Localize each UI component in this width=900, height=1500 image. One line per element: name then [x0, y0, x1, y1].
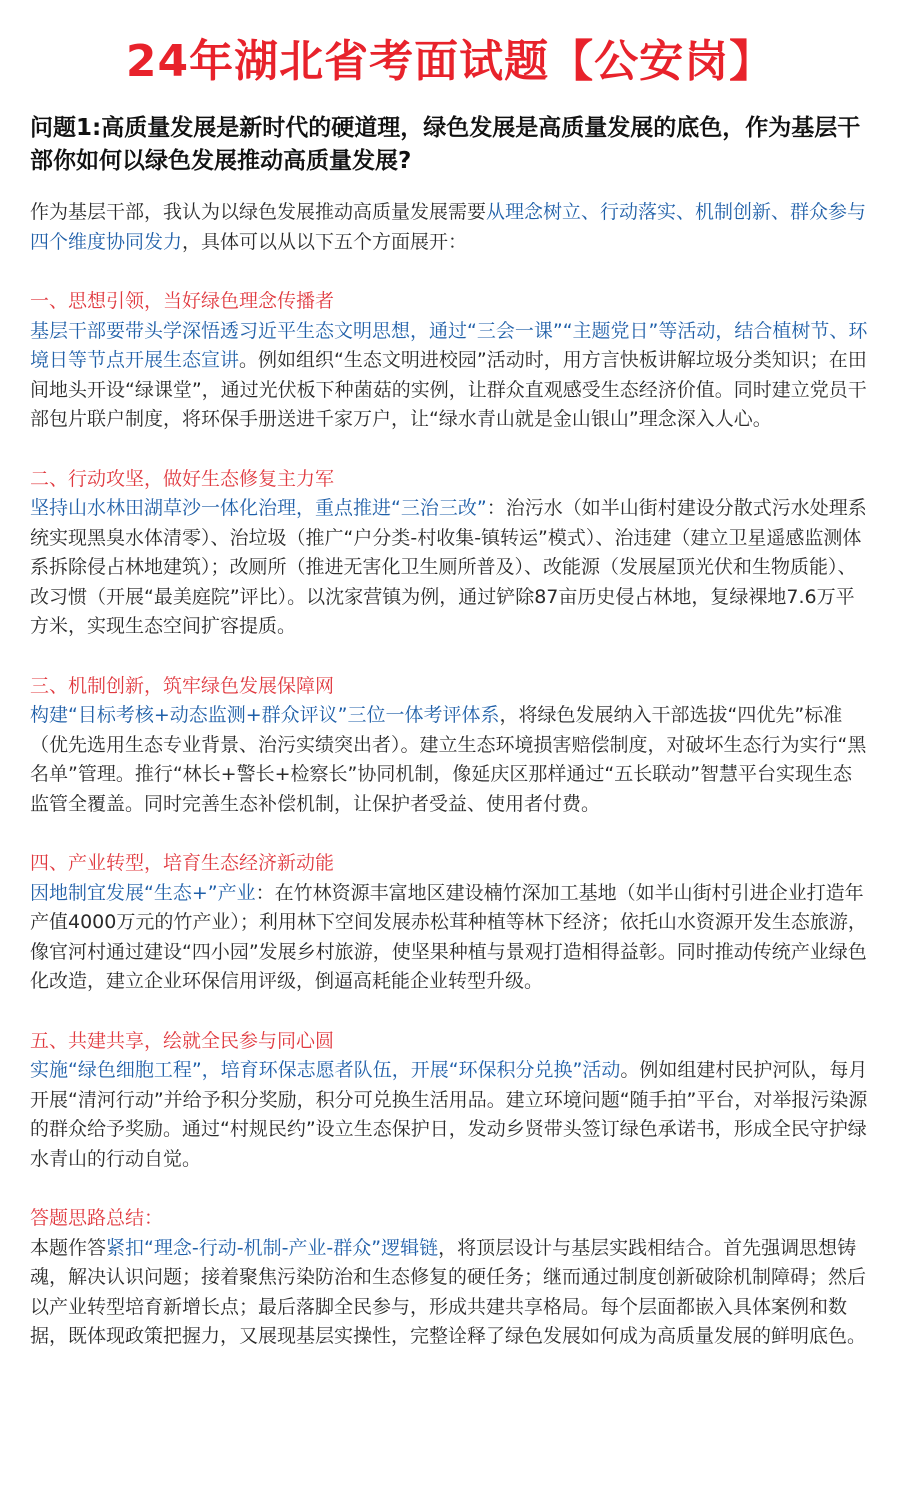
section-heading: 二、行动攻坚，做好生态修复主力军 [30, 467, 335, 490]
intro-highlight: 从理念树立、行动落实、机制创新、群众参与四个维度协同发力 [30, 201, 867, 253]
section-heading: 一、思想引领，当好绿色理念传播者 [30, 290, 335, 312]
section-text: 。例如组建村民护河队，每月开展“清河行动”并给予积分奖励，积分可兑换生活用品。建立环境问题“随手拍”平台，对举报污染源的群众给予奖励。通过“村规民约”设立生态保护日，发动乡贤带头签订绿色承诺书，形成全民守护绿水青山的行动自觉。 [30, 1059, 868, 1170]
summary-text: ，将顶层设计与基层实践相结合。首先强调思想铸魂，解决认识问题；接着聚焦污染防治和生态修复的硬任务；继而通过制度创新破除机制障碍；然后以产业转型培育新增长点；最后落脚全民参与，形成共建共享格局。每个层面都嵌入具体案例和数据，既体现政策把握力，又展现基层实操性，完整诠释了绿色发展如何成为高质量发展的鲜明底色。 [30, 1236, 867, 1347]
section-body [30, 701, 870, 819]
summary-section [30, 1204, 870, 1352]
intro-paragraph [30, 198, 870, 257]
summary-highlight: 紧扣“理念-行动-机制-产业-群众”逻辑链 [106, 1236, 439, 1259]
page-title: 24年湖北省考面试题【公安岗】 [125, 36, 775, 87]
section-highlight: 构建“目标考核+动态监测+群众评议”三位一体考评体系 [30, 704, 500, 726]
section-highlight: 基层干部要带头学深悟透习近平生态文明思想，通过“三会一课”“主题党日”等活动，结合植树节、环境日等节点开展生态宣讲 [30, 319, 868, 371]
section-text: 。例如组织“生态文明进校园”活动时，用方言快板讲解垃圾分类知识；在田间地头开设“绿课堂”，通过光伏板下种菌菇的实例，让群众直观感受生态经济价值。同时建立党员干部包片联户制度，将环保手册送进千家万户，让“绿水青山就是金山银山”理念深入人心。 [30, 349, 867, 430]
section-highlight: 实施“绿色细胞工程”，培育环保志愿者队伍，开展“环保积分兑换”活动 [30, 1059, 621, 1081]
section-body [30, 879, 870, 997]
section-body [30, 317, 870, 435]
section-heading: 四、产业转型，培育生态经济新动能 [30, 852, 335, 874]
summary-pre: 本题作答 [30, 1236, 107, 1259]
section-5 [30, 1027, 870, 1175]
section-1 [30, 287, 870, 435]
section-body [30, 494, 870, 642]
section-heading: 三、机制创新，筑牢绿色发展保障网 [30, 674, 335, 697]
section-4 [30, 849, 870, 997]
section-highlight: 因地制宜发展“生态+”产业 [30, 881, 256, 904]
section-2 [30, 465, 870, 642]
intro-pre: 作为基层干部，我认为以绿色发展推动高质量发展需要 [30, 201, 487, 223]
section-highlight: 坚持山水林田湖草沙一体化治理，重点推进“三治三改” [30, 497, 487, 519]
section-heading: 五、共建共享，绘就全民参与同心圆 [30, 1029, 335, 1052]
section-text: ：治污水（如半山街村建设分散式污水处理系统实现黑臭水体清零）、治垃圾（推广“户分类-村收集-镇转运”模式）、治违建（建立卫星遥感监测体系拆除侵占林地建筑）；改厕所（推进无害化卫生厕所普及）、改能源（发展屋顶光伏和生物质能）、改习惯（开展“最美庭院”评比）。以沈家营镇为例，通过铲除87亩历史侵占林地，复绿裸地7.6万平方米，实现生态空间扩容提质。 [30, 497, 867, 637]
question-text: 问题1:高质量发展是新时代的硬道理，绿色发展是高质量发展的底色，作为基层干部你如何以绿色发展推动高质量发展? [30, 115, 861, 174]
intro-post: ，具体可以从以下五个方面展开： [182, 230, 468, 253]
section-body [30, 1056, 870, 1174]
section-3 [30, 672, 870, 820]
section-text: ：在竹林资源丰富地区建设楠竹深加工基地（如半山街村引进企业打造年产值4000万元的竹产业）；利用林下空间发展赤松茸种植等林下经济；依托山水资源开发生态旅游，像官河村通过建设“四小园”发展乡村旅游，使坚果种植与景观打造相得益彰。同时推动传统产业绿色化改造，建立企业环保信用评级，倒逼高耗能企业转型升级。 [30, 881, 867, 992]
summary-heading: 答题思路总结： [30, 1207, 164, 1229]
section-text: ，将绿色发展纳入干部选拔“四优先”标准（优先选用生态专业背景、治污实绩突出者）。建立生态环境损害赔偿制度，对破坏生态行为实行“黑名单”管理。推行“林长+警长+检察长”协同机制，像延庆区那样通过“五长联动”智慧平台实现生态监管全覆盖。同时完善生态补偿机制，让保护者受益、使用者付费。 [30, 704, 867, 815]
summary-body [30, 1234, 870, 1352]
